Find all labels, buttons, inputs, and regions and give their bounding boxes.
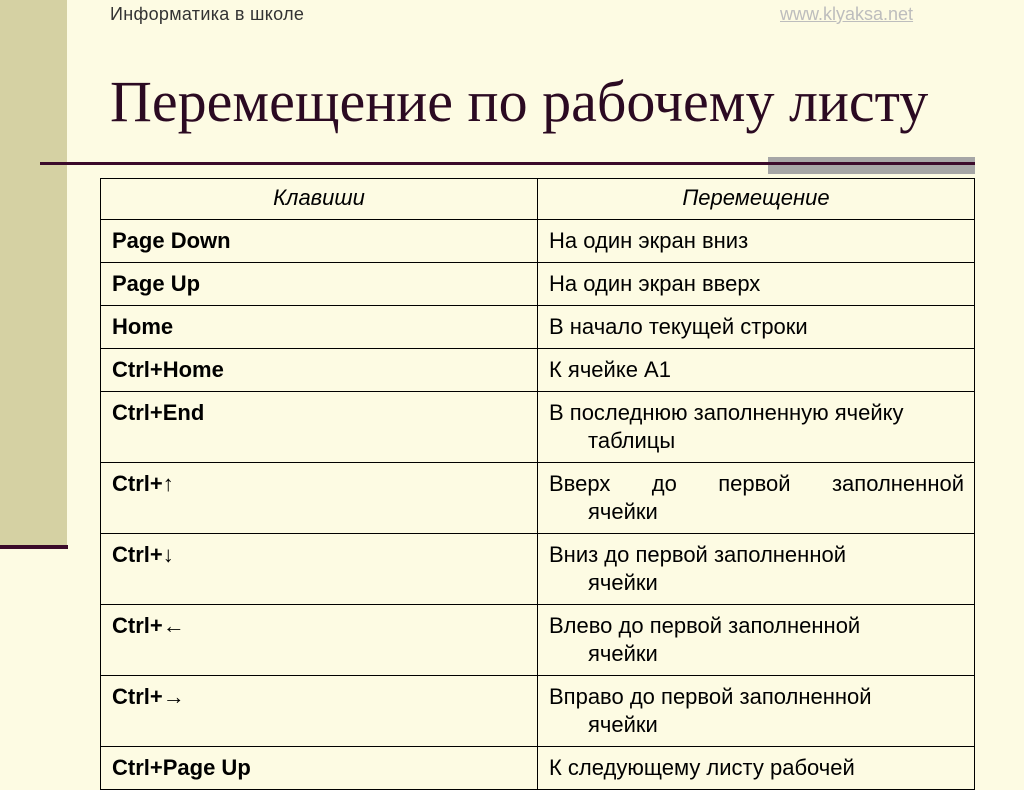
site-link[interactable]: www.klyaksa.net [780,4,914,24]
desc-cell [538,534,975,605]
desc-text: В последнюю заполненную ячейку [549,400,904,425]
desc-text-continued: ячейки [588,712,658,737]
key-cell: Page Down [101,220,538,263]
desc-text: В начало текущей строки [549,314,808,339]
table-row [101,220,975,263]
table-row [101,349,975,392]
desc-cell [538,263,975,306]
side-decor-bar [0,0,67,545]
key-cell: Ctrl+Page Up [101,747,538,790]
table-row [101,392,975,463]
column-header-movement: Перемещение [538,179,975,220]
key-cell: Home [101,306,538,349]
desc-cell [538,605,975,676]
key-cell: Ctrl+End [101,392,538,463]
table-row [101,747,975,790]
desc-cell [538,392,975,463]
table-row [101,676,975,747]
table-header-row [101,179,975,220]
shortcuts-table-wrap [100,178,974,790]
table-row [101,605,975,676]
desc-text: На один экран вниз [549,228,749,253]
desc-text-continued: ячейки [588,570,658,595]
desc-text-continued: ячейки [588,641,658,666]
table-row [101,534,975,605]
shortcuts-table [100,178,975,790]
title-rule [40,162,975,165]
key-cell: Page Up [101,263,538,306]
table-row [101,263,975,306]
page-title: Перемещение по рабочему листу [110,69,929,134]
desc-text: Вниз до первой заполненной [549,542,846,567]
desc-text: Вверх до первой заполненной [549,471,964,496]
header-subject: Информатика в школе [110,4,305,24]
table-row [101,463,975,534]
desc-text: Вправо до первой заполненной [549,684,872,709]
desc-cell [538,306,975,349]
key-cell: Ctrl+→ [101,676,538,747]
desc-cell [538,349,975,392]
desc-text: На один экран вверх [549,271,761,296]
title-rule-accent [768,157,975,174]
desc-cell [538,220,975,263]
key-cell: Ctrl+↑ [101,463,538,534]
table-row [101,306,975,349]
side-decor-rule [0,545,68,549]
key-cell: Ctrl+← [101,605,538,676]
desc-cell [538,463,975,534]
desc-text: К следующему листу рабочей [549,755,855,780]
desc-cell [538,676,975,747]
key-cell: Ctrl+Home [101,349,538,392]
desc-text-continued: ячейки [588,499,658,524]
desc-cell [538,747,975,790]
column-header-keys: Клавиши [101,179,538,220]
desc-text: К ячейке А1 [549,357,671,382]
desc-text: Влево до первой заполненной [549,613,861,638]
desc-text-continued: таблицы [588,428,676,453]
key-cell: Ctrl+↓ [101,534,538,605]
